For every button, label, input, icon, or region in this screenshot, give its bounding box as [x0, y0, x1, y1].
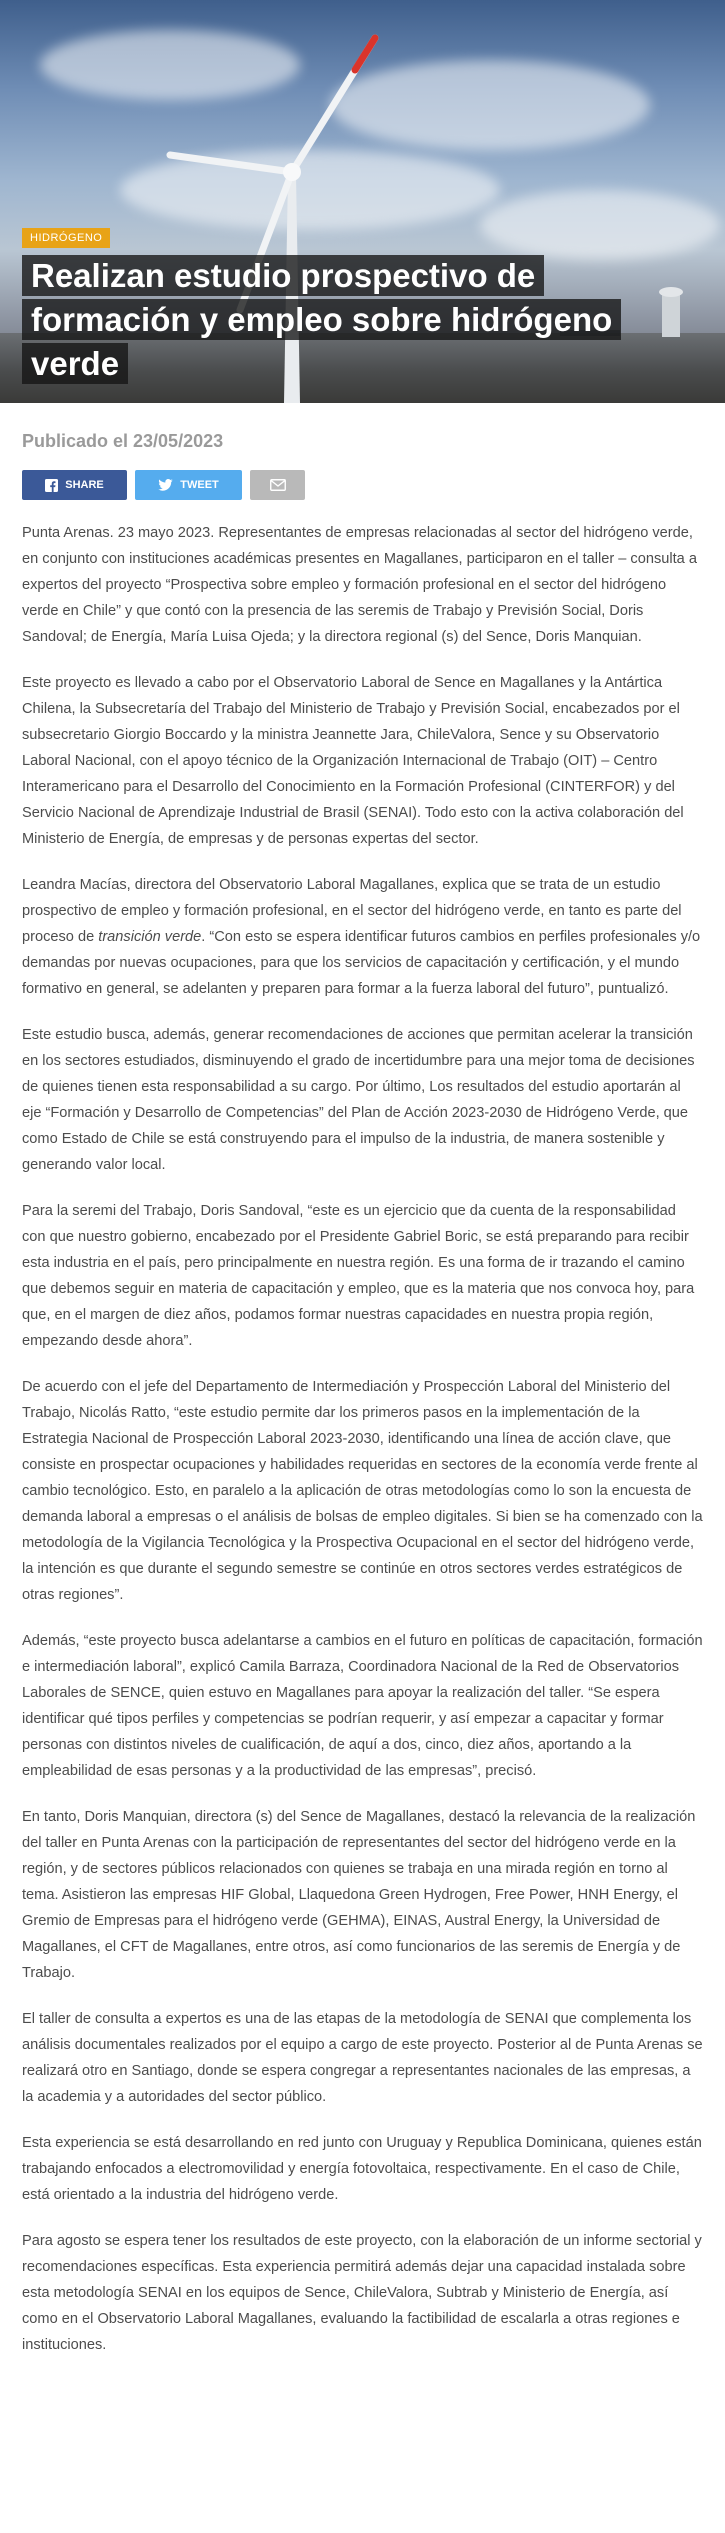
publish-date: Publicado el 23/05/2023 — [22, 431, 224, 451]
share-buttons — [22, 470, 703, 500]
twitter-share-button[interactable] — [135, 470, 242, 500]
article-content — [0, 431, 725, 2358]
facebook-share-label: SHARE — [65, 479, 104, 491]
article-paragraph: El taller de consulta a expertos es una de las etapas de la metodología de SENAI que complementa los análisis documentales realizados por el equipo a cargo de este proyecto. Posterior al de Punta Arenas se realizará otro en Santiago, donde se espera congregar a representantes nacionales de las empresas, a la academia y a autoridades del sector público. — [22, 2011, 703, 2105]
article-body — [22, 520, 703, 2358]
hero-text-block — [22, 228, 621, 386]
article-paragraph — [22, 872, 703, 1002]
article-paragraph: Este proyecto es llevado a cabo por el Observatorio Laboral de Sence en Magallanes y la Antártica Chilena, la Subsecretaría del Trabajo del Ministerio de Trabajo y Previsión Social, encabezados por el subsecretario Giorgio Boccardo y la ministra Jeannette Jara, ChileValora, Sence y su Observatorio Laboral Nacional, con el apoyo técnico de la Organización Internacional de Trabajo (OIT) – Centro Interamericano para el Desarrollo del Conocimiento en la Formación Profesional (CINTERFOR) y del Servicio Nacional de Aprendizaje Industrial de Brasil (SENAI). Todo esto con la activa colaboración del Ministerio de Energía, de empresas y de personas expertas del sector. — [22, 675, 684, 847]
article-paragraph: Este estudio busca, además, generar recomendaciones de acciones que permitan acelerar la transición en los sectores estudiados, disminuyendo el grado de incertidumbre para una mejor toma de decisiones de quienes tienen esta responsabilidad a su cargo. Por último, Los resultados del estudio aportarán al eje “Formación y Desarrollo de Competencias” del Plan de Acción 2023-2030 de Hidrógeno Verde, que como Estado de Chile se está construyendo para el impulso de la industria, de manera sostenible y generando valor local. — [22, 1027, 695, 1173]
mail-icon — [270, 479, 286, 491]
article-paragraph: Para la seremi del Trabajo, Doris Sandoval, “este es un ejercicio que da cuenta de la responsabilidad con que nuestro gobierno, encabezado por el Presidente Gabriel Boric, se está preparando para recibir esta industria en el país, pero principalmente en nuestra región. Es una forma de ir trazando el camino que debemos seguir en materia de capacitación y empleo, que es la materia que nos convoca hoy, para que, en el margen de diez años, podamos formar nuestras capacidades en nuestra propia región, empezando desde ahora”. — [22, 1203, 695, 1349]
category-badge[interactable]: HIDRÓGENO — [22, 228, 110, 248]
hero-banner — [0, 0, 725, 403]
article-paragraph: Punta Arenas. 23 mayo 2023. Representantes de empresas relacionadas al sector del hidrógeno verde, en conjunto con instituciones académicas presentes en Magallanes, participaron en el taller – consulta a expertos del proyecto “Prospectiva sobre empleo y formación profesional en el sector del hidrógeno verde en Chile” y que contó con la presencia de las seremis de Trabajo y Previsión Social, Doris Sandoval; de Energía, María Luisa Ojeda; y la directora regional (s) del Sence, Doris Manquian. — [22, 525, 697, 645]
twitter-icon — [158, 479, 173, 491]
article-paragraph: Esta experiencia se está desarrollando en red junto con Uruguay y Republica Dominicana, quienes están trabajando enfocados a electromovilidad y energía fotovoltaica, respectivamente. En el caso de Chile, está orientado a la industria del hidrógeno verde. — [22, 2135, 702, 2203]
facebook-icon — [45, 479, 58, 492]
twitter-share-label: TWEET — [180, 479, 219, 491]
headline-line: formación y empleo sobre hidrógeno — [22, 299, 621, 340]
emphasis-text: transición verde — [98, 929, 202, 945]
headline-line: verde — [22, 343, 128, 384]
paragraph-text: . “Con esto se espera identificar futuros cambios en perfiles profesionales y/o demandas por nuevas ocupaciones, para que los servicios de capacitación y certificación, y el mundo formativo en general, se adelanten y preparen para formar a la fuerza laboral del futuro”, puntualizó. — [22, 929, 701, 997]
article-paragraph: Además, “este proyecto busca adelantarse a cambios en el futuro en políticas de capacitación, formación e intermediación laboral”, explicó Camila Barraza, Coordinadora Nacional de la Red de Observatorios Laborales de SENCE, quien estuvo en Magallanes para apoyar la realización del taller. “Se espera identificar qué tipos perfiles y competencias se podrían requerir, y así empezar a capacitar y formar personas con distintos niveles de cualificación, de aquí a dos, cinco, diez años, aportando a la empleabilidad de esas personas y a la productividad de las empresas”, precisó. — [22, 1633, 703, 1779]
paragraph-text: Leandra Macías, directora del Observatorio Laboral Magallanes, explica que se trata de un estudio prospectivo de empleo y formación profesional, en el sector del hidrógeno verde, en tanto es parte del proceso de — [22, 877, 682, 945]
article-headline — [22, 254, 621, 386]
facebook-share-button[interactable] — [22, 470, 127, 500]
headline-line: Realizan estudio prospectivo de — [22, 255, 544, 296]
article-paragraph: En tanto, Doris Manquian, directora (s) del Sence de Magallanes, destacó la relevancia de la realización del taller en Punta Arenas con la participación de representantes del sector del hidrógeno verde en la región, y de sectores públicos relacionados con quienes se trabaja en una mirada región en torno al tema. Asistieron las empresas HIF Global, Llaquedona Green Hydrogen, Free Power, HNH Energy, el Gremio de Empresas para el hidrógeno verde (GEHMA), EINAS, Austral Energy, la Universidad de Magallanes, el CFT de Magallanes, entre otros, así como funcionarios de las seremis de Energía y de Trabajo. — [22, 1809, 696, 1981]
article-paragraph: De acuerdo con el jefe del Departamento de Intermediación y Prospección Laboral del Ministerio del Trabajo, Nicolás Ratto, “este estudio permite dar los primeros pasos en la implementación de la Estrategia Nacional de Prospección Laboral 2023-2030, identificando una línea de acción clave, que consiste en prospectar ocupaciones y habilidades requeridas en sectores de la economía verde frente al cambio tecnológico. Esto, en paralelo a la aplicación de otras metodologías como lo son la encuesta de demanda laboral a empresas o el análisis de bolsas de empleo digitales. Si bien se ha comenzado con la metodología de la Vigilancia Tecnológica y la Prospectiva Ocupacional en el sector del hidrógeno verde, la intención es que durante el segundo semestre se continúe en otros sectores verdes estratégicos de otras regiones”. — [22, 1379, 703, 1603]
article-paragraph: Para agosto se espera tener los resultados de este proyecto, con la elaboración de un informe sectorial y recomendaciones específicas. Esta experiencia permitirá además dejar una capacidad instalada sobre esta metodología SENAI en los equipos de Sence, ChileValora, Subtrab y Ministerio de Energía, así como en el Observatorio Laboral Magallanes, evaluando la factibilidad de escalarla a otras regiones e instituciones. — [22, 2233, 702, 2353]
email-share-button[interactable] — [250, 470, 305, 500]
